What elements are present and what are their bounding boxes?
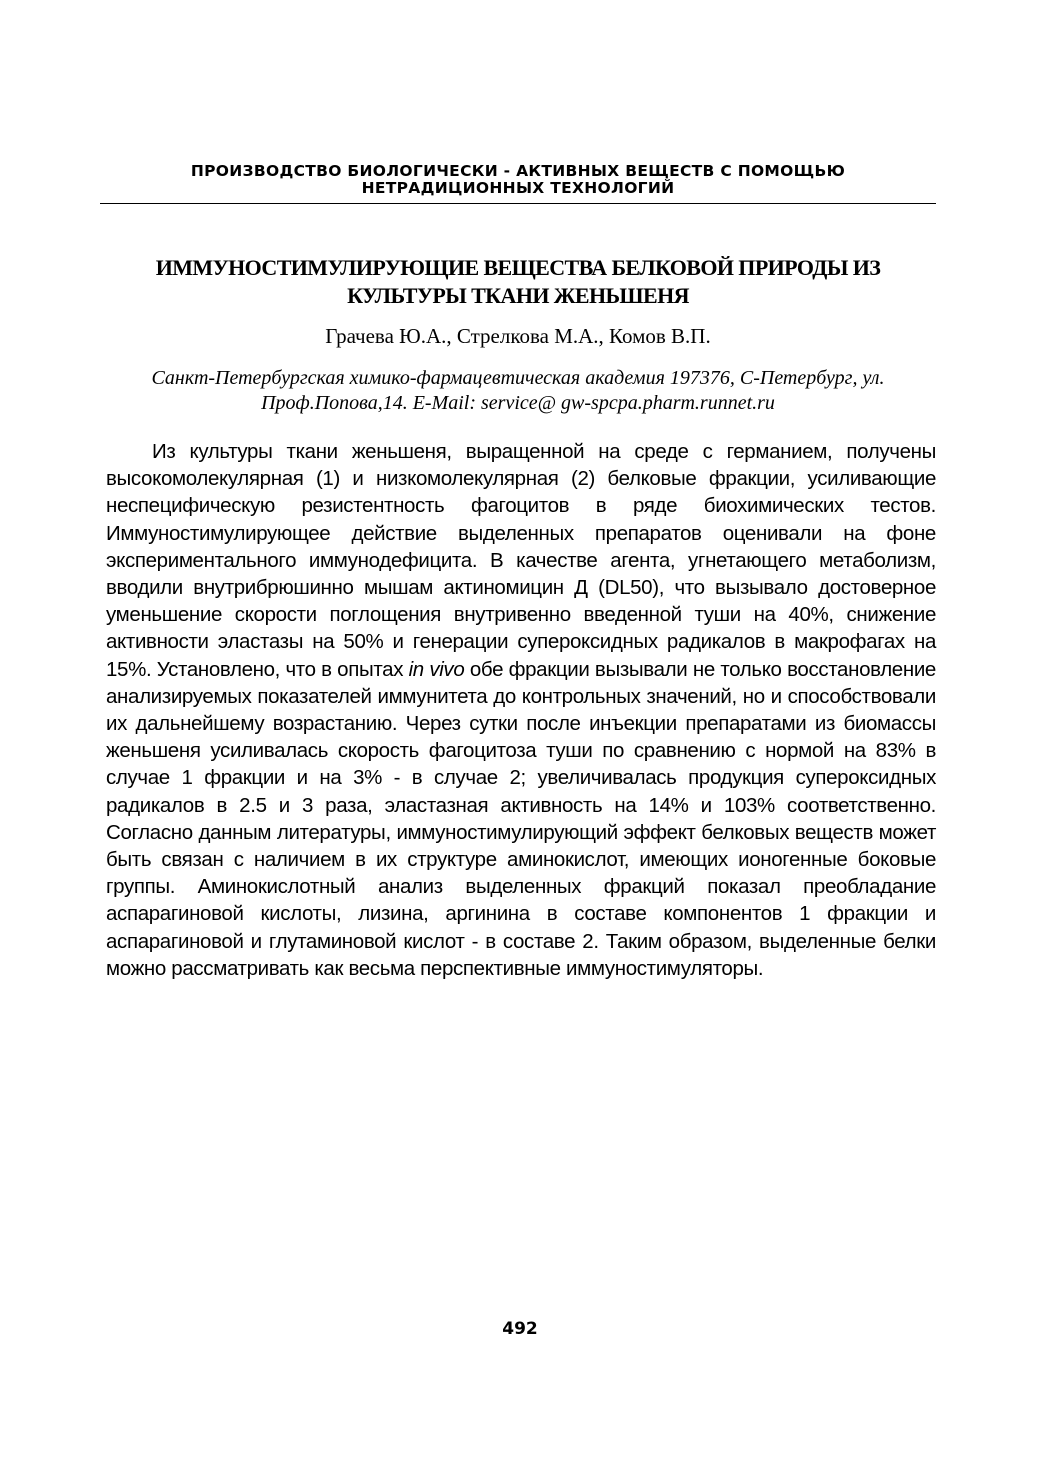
abstract-italic-term: in vivo — [408, 657, 465, 681]
page-number: 492 — [502, 1319, 538, 1339]
running-header: ПРОИЗВОДСТВО БИОЛОГИЧЕСКИ - АКТИВНЫХ ВЕЩЕСТВ С ПОМОЩЬЮ НЕТРАДИЦИОННЫХ ТЕХНОЛОГИЙ — [190, 162, 846, 197]
abstract-paragraph — [106, 438, 936, 982]
affiliation: Санкт-Петербургская химико-фармацевтическая академия 197376, С-Петербург, ул. Проф.Попова,14. E-Mail: service@ gw-spcpa.pharm.runnet.ru — [151, 367, 885, 414]
abstract-text-part-1: Из культуры ткани женьшеня, выращенной на среде с германием, получены высокомолекулярная (1) и низкомолекулярная (2) белковые фракции, усиливающие неспецифическую резистентность фагоцитов в ряде биохимических тестов. Иммуностимулирующее действие выделенных препаратов оценивали на фоне экспериментального иммунодефицита. В качестве агента, угнетающего метаболизм, вводили внутрибрюшинно мышам актиномицин Д (DL50), что вызывало достоверное уменьшение скорости поглощения внутривенно введенной туши на 40%, снижение активности эластазы на 50% и генерации супероксидных радикалов в макрофагах на 15%. Установлено, что в опытах — [106, 440, 936, 681]
abstract-text-part-2: обе фракции вызывали не только восстановление анализируемых показателей иммунитета до контрольных значений, но и способствовали их дальнейшему возрастанию. Через сутки после инъекции препаратами из биомассы женьшеня усиливалась скорость фагоцитоза туши по сравнению с нормой на 83% в случае 1 фракции и на 3% - в случае 2; увеличивалась продукция супероксидных радикалов в 2.5 и 3 раза, эластазная активность на 14% и 103% соответственно. Согласно данным литературы, иммуностимулирующий эффект белковых веществ может быть связан с наличием в их структуре аминокислот, имеющих ионогенные боковые группы. Аминокислотный анализ выделенных фракций показал преобладание аспарагиновой кислоты, лизина, аргинина в составе компонентов 1 фракции и аспарагиновой и глутаминовой кислот - в составе 2. Таким образом, выделенные белки можно рассматривать как весьма перспективные иммуностимуляторы. — [106, 657, 936, 980]
authors: Грачева Ю.А., Стрелкова М.А., Комов В.П. — [325, 324, 711, 348]
header-divider — [100, 203, 936, 204]
article-title: ИММУНОСТИМУЛИРУЮЩИЕ ВЕЩЕСТВА БЕЛКОВОЙ ПРИРОДЫ ИЗ КУЛЬТУРЫ ТКАНИ ЖЕНЬШЕНЯ — [155, 255, 881, 308]
